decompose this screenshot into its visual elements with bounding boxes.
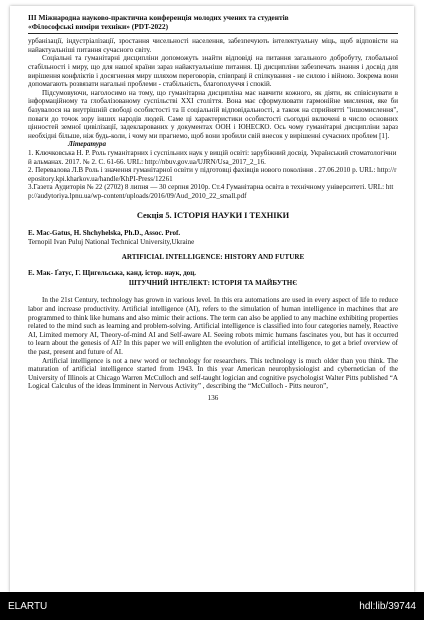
authors-en: E. Mac-Gatus, H. Shchyhelska, Ph.D., Assoc. Prof. bbox=[28, 229, 181, 238]
authors-ua: Е. Мак- Ґатус, Г. Щигельська, канд. істор. наук, доц. bbox=[28, 269, 197, 278]
header-line-1: ІІІ Міжнародна науково-практична конференція молодих учених та студентів bbox=[28, 13, 289, 22]
article-paragraph: Artificial intelligence is not a new word or technology for researchers. This technology is much older than you think. The maturation of artificial intelligence started from 1943. In this year American neurophysiologist and cybernetician of the University of Illinois at Chicago Warren McCulloch and self-taught logician and cognitive psychologist Walter Pitts published “A Logical Calculus of the ideas Imminent in Nervous Activity” , describing the “McCulloch - Pitts neuron”, bbox=[28, 356, 398, 391]
literature-heading: Література bbox=[68, 140, 106, 149]
affiliation-en: Ternopil Ivan Puluj National Technical University,Ukraine bbox=[28, 238, 195, 247]
body-paragraph: Підсумовуючи, наголосимо на тому, що гуманітарна дисципліна має навчити кожного, як діяти, як співіснувати в інформаційному та глобалізованому суспільстві XXI століття. Вона має сформулювати гармонійне мислення, яке би базувалося на внутрішній свободі особистості та її соціальній відповідальності, а також на сприйнятті "іншомислення", поваги до точок зору інших народів людей. Саме ці характеристики особистості сьогодні включені в число основних цінностей земної цивілізації, задекларованих у документах ООН і ЮНЕСКО. Ось чому гуманітарні дисципліни зараз необхідні більше, ніж будь-коли, і чому ми прагнемо, щоб вони зробили свій внесок у вирішенні сучасних проблем [1]. bbox=[28, 88, 398, 140]
article-title-en: ARTIFICIAL INTELLIGENCE: HISTORY AND FUTURE bbox=[121, 252, 305, 261]
page-number: 136 bbox=[207, 393, 219, 402]
header-line-2: «Філософські виміри техніки» (PDT-2022) bbox=[28, 21, 169, 31]
section-title: Секція 5. ІСТОРІЯ НАУКИ І ТЕХНІКИ bbox=[136, 211, 290, 221]
handle-label[interactable]: hdl:lib/39744 bbox=[359, 601, 416, 612]
header-rule bbox=[28, 33, 398, 34]
article-paragraph: In the 21st Century, technology has grown in various level. In this era automations are used in every aspect of life to reduce labor and increase productivity. Artificial intelligence (AI), refers to the simulation of human intelligence in machines that are programmed to think like humans and also mimic their actions. The term can also be applied to any machine exhibiting properties related to the mind such as learning and problem-solving. Artificial intelligence is classified into four categories namely, Reactive AI, Limited memory AI, Theory-of-mind AI and Self-aware AI. Seeing robots mimic humans fascinates you, but has it occurred to learn about the genesis of AI? In this paper we will enlighten the evolution of artificial intelligence, to get a brief overview of the past, present and future of AI. bbox=[28, 296, 398, 356]
reference-item: 2. Перевалова Л.В Роль і значення гуманітарної освіти у підготовці фахівців нового покоління . 27.06.2010 р. URL: http://repository.kpi.kharkov.ua/handle/KhPI-Press/12261 bbox=[28, 166, 397, 183]
reference-item: 3.Газета Аудиторія № 22 (2702) 8 липня — 30 серпня 2010р. Ст.4 Гуманітарна освіта в технічному університеті. URL: http://audytoriya.lpnu.ua/wp-content/uploads/2016/09/Aud_2010_22_small.pdf bbox=[28, 183, 394, 200]
article-title-ua: ШТУЧНИЙ ІНТЕЛЕКТ: ІСТОРІЯ ТА МАЙБУТНЄ bbox=[128, 278, 298, 287]
repository-label[interactable]: ELARTU bbox=[8, 601, 48, 612]
body-paragraph: Соціальні та гуманітарні дисципліни допоможуть знайти відповіді на питання загального добробуту, глобальної стабільності і миру, що для нашої країни зараз найактуальніше питання. Ці дисципліни забезпечать знання і досвід для вирішення конфліктів і досягнення миру шляхом переговорів, співпраці й спілкування - не силою і війною. Зокрема вони допомагають розвязати нагальні проблеми - стабільність, благополуччя і спокій. bbox=[28, 54, 398, 89]
document-page bbox=[10, 6, 414, 592]
reference-item: 1. Ключковська Н. Р. Роль гуманітарних і суспільних наук у вищій освіті: зарубіжний досвід. Український стоматологічний альманах. 2017. № 2. С. 61-66. URL: http://nbuv.gov.ua/UJRN/Usa_2017_2_16. bbox=[28, 148, 397, 166]
body-paragraph: урбанізації, індустріалізації, зростання чисельності населення, забезпечують інтелектуальну міць, щоб відповісти на найактуальніші питання сучасного світу. bbox=[28, 37, 398, 54]
page-content bbox=[28, 14, 398, 403]
viewer-footer-bar bbox=[0, 592, 424, 620]
running-header bbox=[28, 14, 398, 31]
